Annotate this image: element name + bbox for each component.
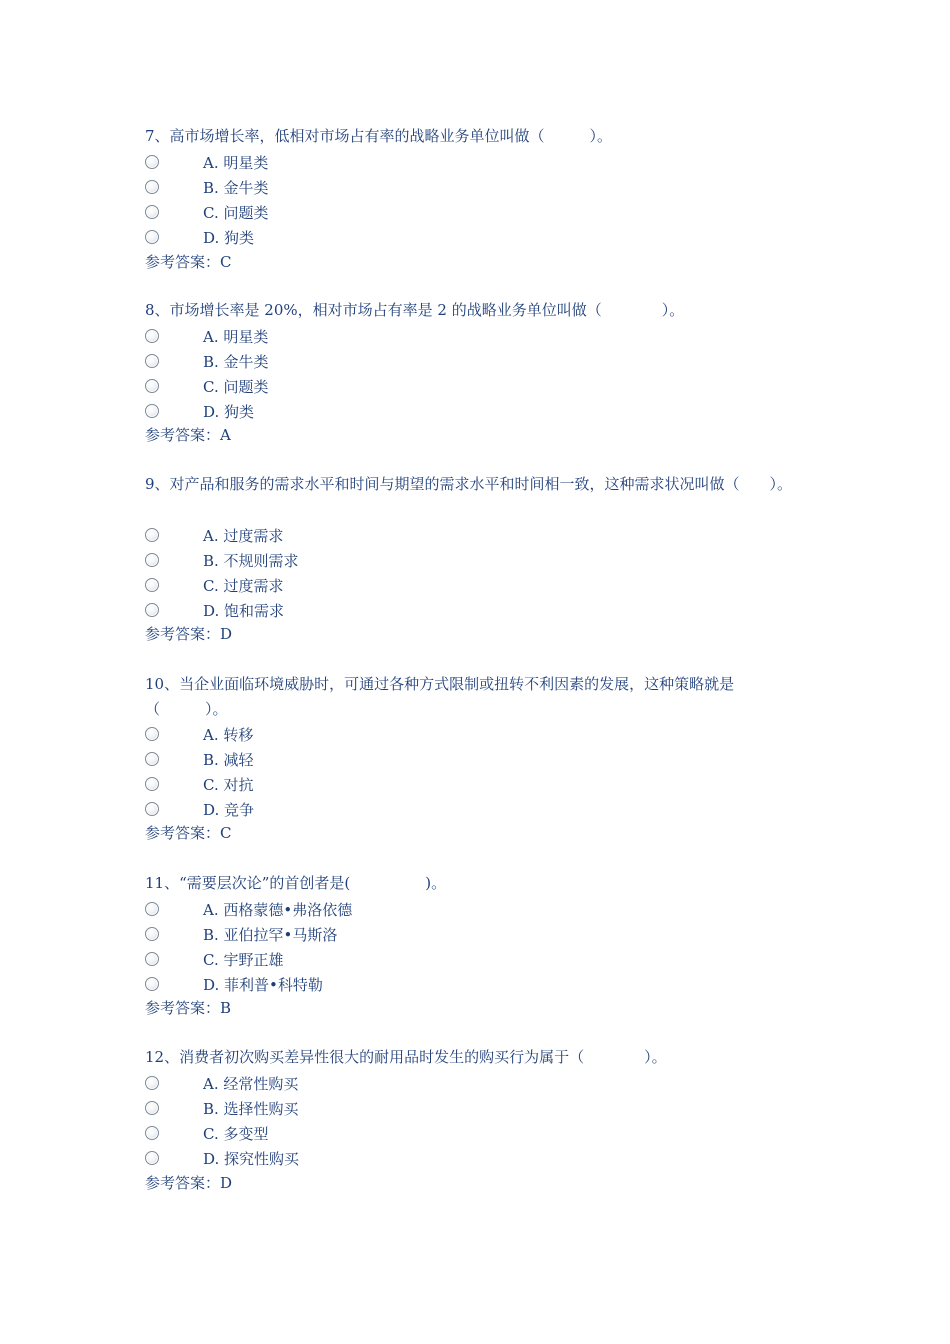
answer-prefix: 参考答案：: [145, 253, 221, 271]
radio-button-icon[interactable]: [145, 603, 159, 617]
option-d[interactable]: [0, 973, 700, 998]
radio-button-icon[interactable]: [145, 752, 159, 766]
option-label: B. 金牛类: [203, 179, 269, 197]
radio-button-icon[interactable]: [145, 1076, 159, 1090]
answer-value: B: [220, 999, 232, 1017]
option-label: C. 多变型: [203, 1125, 269, 1143]
option-label: B. 减轻: [203, 751, 254, 769]
option-a[interactable]: [0, 524, 700, 549]
option-label: D. 菲利普•科特勒: [203, 976, 323, 994]
option-a[interactable]: [0, 1072, 700, 1097]
answer-value: D: [220, 625, 233, 643]
option-label: D. 竞争: [203, 801, 255, 819]
option-c[interactable]: [0, 773, 700, 798]
option-a[interactable]: [0, 723, 700, 748]
radio-button-icon[interactable]: [145, 205, 159, 219]
answer-prefix: 参考答案：: [145, 625, 221, 643]
option-label: C. 过度需求: [203, 577, 284, 595]
radio-button-icon[interactable]: [145, 379, 159, 393]
radio-button-icon[interactable]: [145, 977, 159, 991]
answer-line: [145, 423, 231, 448]
option-label: C. 问题类: [203, 378, 269, 396]
radio-button-icon[interactable]: [145, 927, 159, 941]
option-d[interactable]: [0, 400, 700, 425]
radio-button-icon[interactable]: [145, 528, 159, 542]
radio-button-icon[interactable]: [145, 230, 159, 244]
option-label: B. 金牛类: [203, 353, 269, 371]
answer-value: A: [220, 426, 231, 444]
answer-prefix: 参考答案：: [145, 426, 221, 444]
option-label: A. 明星类: [203, 328, 269, 346]
option-label: A. 经常性购买: [203, 1075, 299, 1093]
option-b[interactable]: [0, 350, 700, 375]
answer-value: C: [220, 824, 232, 842]
radio-button-icon[interactable]: [145, 404, 159, 418]
answer-value: C: [220, 253, 232, 271]
option-b[interactable]: [0, 748, 700, 773]
radio-button-icon[interactable]: [145, 802, 159, 816]
option-label: B. 亚伯拉罕•马斯洛: [203, 926, 338, 944]
radio-button-icon[interactable]: [145, 727, 159, 741]
radio-button-icon[interactable]: [145, 777, 159, 791]
option-b[interactable]: [0, 176, 700, 201]
option-label: A. 明星类: [203, 154, 269, 172]
option-c[interactable]: [0, 574, 700, 599]
radio-button-icon[interactable]: [145, 1151, 159, 1165]
question-stem: 8、市场增长率是 20%，相对市场占有率是 2 的战略业务单位叫做（ ）。: [145, 301, 685, 319]
option-label: A. 过度需求: [203, 527, 284, 545]
option-label: C. 问题类: [203, 204, 269, 222]
option-c[interactable]: [0, 201, 700, 226]
option-d[interactable]: [0, 1147, 700, 1172]
option-a[interactable]: [0, 898, 700, 923]
radio-button-icon[interactable]: [145, 354, 159, 368]
radio-button-icon[interactable]: [145, 578, 159, 592]
answer-prefix: 参考答案：: [145, 824, 221, 842]
answer-prefix: 参考答案：: [145, 1174, 221, 1192]
option-c[interactable]: [0, 948, 700, 973]
option-c[interactable]: [0, 375, 700, 400]
radio-button-icon[interactable]: [145, 180, 159, 194]
question-stem: 9、对产品和服务的需求水平和时间与期望的需求水平和时间相一致，这种需求状况叫做（ ）。: [145, 475, 793, 493]
radio-button-icon[interactable]: [145, 155, 159, 169]
option-a[interactable]: [0, 325, 700, 350]
answer-line: [145, 821, 232, 846]
option-d[interactable]: [0, 798, 700, 823]
option-label: A. 转移: [203, 726, 254, 744]
option-label: D. 探究性购买: [203, 1150, 300, 1168]
option-d[interactable]: [0, 599, 700, 624]
option-label: B. 选择性购买: [203, 1100, 299, 1118]
radio-button-icon[interactable]: [145, 902, 159, 916]
answer-prefix: 参考答案：: [145, 999, 221, 1017]
radio-button-icon[interactable]: [145, 1126, 159, 1140]
option-label: C. 宇野正雄: [203, 951, 284, 969]
option-label: A. 西格蒙德•弗洛依德: [203, 901, 353, 919]
radio-button-icon[interactable]: [145, 952, 159, 966]
option-label: C. 对抗: [203, 776, 254, 794]
option-d[interactable]: [0, 226, 700, 251]
question-stem: 11、“需要层次论”的首创者是( )。: [145, 874, 447, 892]
radio-button-icon[interactable]: [145, 1101, 159, 1115]
question-stem: 12、消费者初次购买差异性很大的耐用品时发生的购买行为属于（ ）。: [145, 1048, 667, 1066]
option-label: D. 狗类: [203, 229, 255, 247]
option-b[interactable]: [0, 1097, 700, 1122]
option-a[interactable]: [0, 151, 700, 176]
option-label: D. 狗类: [203, 403, 255, 421]
option-c[interactable]: [0, 1122, 700, 1147]
answer-line: [145, 1171, 232, 1196]
option-b[interactable]: [0, 923, 700, 948]
question-stem: 7、高市场增长率，低相对市场占有率的战略业务单位叫做（ ）。: [145, 127, 613, 145]
radio-button-icon[interactable]: [145, 553, 159, 567]
question-stem: 10、当企业面临环境威胁时，可通过各种方式限制或扭转不利因素的发展，这种策略就是（ ）。: [145, 675, 735, 718]
answer-value: D: [220, 1174, 233, 1192]
option-label: B. 不规则需求: [203, 552, 299, 570]
answer-line: [145, 996, 231, 1021]
option-label: D. 饱和需求: [203, 602, 285, 620]
answer-line: [145, 622, 232, 647]
option-b[interactable]: [0, 549, 700, 574]
radio-button-icon[interactable]: [145, 329, 159, 343]
answer-line: [145, 250, 232, 275]
